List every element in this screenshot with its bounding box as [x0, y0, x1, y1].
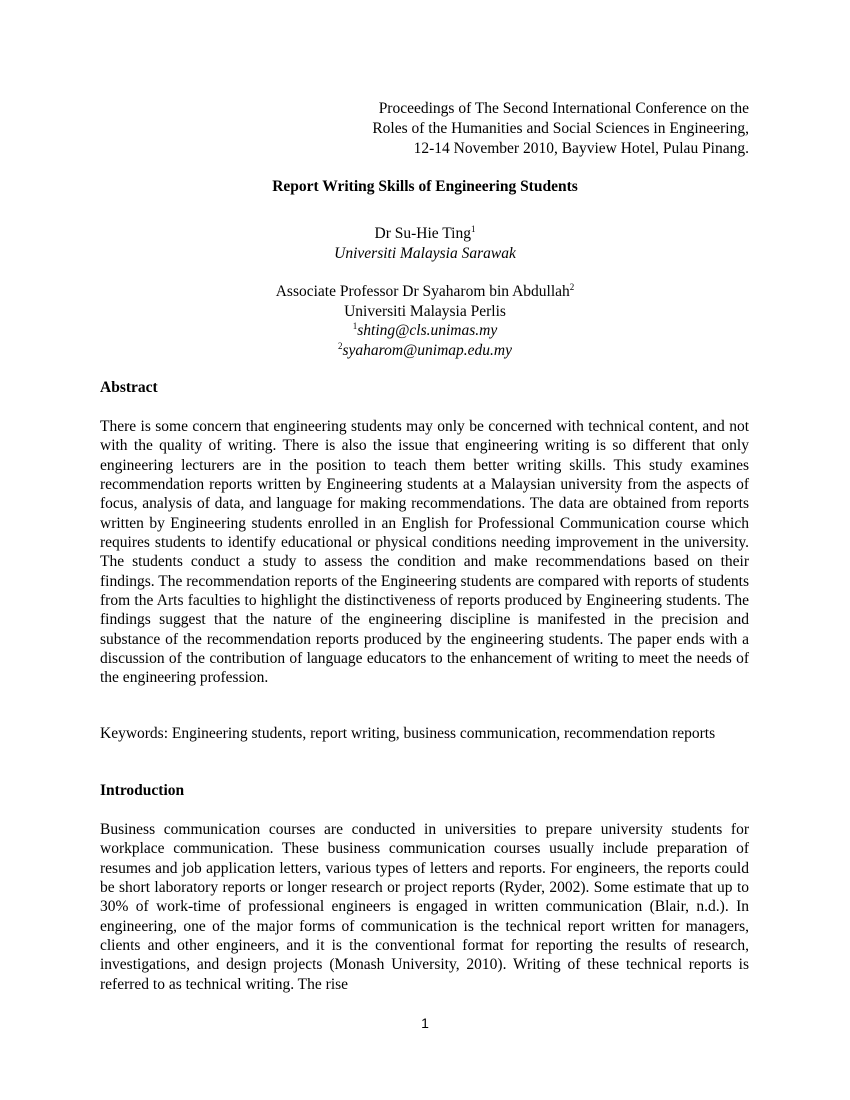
email-2: [0, 341, 850, 361]
author-2: [0, 282, 850, 302]
email-1: [0, 321, 850, 341]
author-2-sup: 2: [569, 281, 575, 292]
author-1-sup: 1: [470, 223, 476, 234]
proceedings-header: [372, 99, 749, 159]
email-2-address[interactable]: syaharom@unimap.edu.my: [342, 341, 513, 359]
email-1-sup: 1: [352, 320, 358, 331]
author-block: [0, 224, 850, 360]
proceedings-line-2: Roles of the Humanities and Social Sciences in Engineering,: [372, 120, 749, 137]
paper-title: Report Writing Skills of Engineering Students: [272, 178, 578, 195]
abstract-heading: Abstract: [100, 379, 158, 396]
author-1-affiliation: Universiti Malaysia Sarawak: [334, 244, 516, 262]
author-2-name: Associate Professor Dr Syaharom bin Abdullah: [275, 283, 570, 300]
introduction-heading: Introduction: [100, 782, 185, 799]
abstract-body: There is some concern that engineering students may only be concerned with technical content, and not with the quality of writing. There is also the issue that engineering writing is so different that only engineering lecturers are in the position to teach them better writing skills. This study examines recommendation reports written by Engineering students at a Malaysian university from the aspects of focus, analysis of data, and language for making recommendations. The data are obtained from reports written by Engineering students enrolled in an English for Professional Communication course which requires students to identify educational or physical conditions needing improvement in the university. The students conduct a study to assess the condition and make recommendations based on their findings. The recommendation reports of the Engineering students are compared with reports of students from the Arts faculties to highlight the distinctiveness of reports produced by Engineering students. The findings suggest that the nature of the engineering discipline is manifested in the precision and substance of the recommendation reports produced by the engineering students. The paper ends with a discussion of the contribution of language educators to the enhancement of writing to meet the needs of the engineering profession.: [100, 418, 749, 687]
email-1-address[interactable]: shting@cls.unimas.my: [357, 322, 498, 339]
keywords-paragraph: Keywords: Engineering students, report writing, business communication, recommendation reports: [100, 725, 716, 742]
author-1-name: Dr Su-Hie Ting: [374, 225, 471, 242]
author-2-affiliation: Universiti Malaysia Perlis: [344, 302, 506, 320]
email-2-sup: 2: [337, 340, 343, 351]
proceedings-line-1: Proceedings of The Second International Conference on the: [378, 100, 749, 117]
proceedings-line-3: 12-14 November 2010, Bayview Hotel, Pulau Pinang.: [413, 140, 749, 157]
page-number: 1: [421, 1015, 429, 1031]
introduction-body: Business communication courses are conducted in universities to prepare university students for workplace communication. These business communication courses usually include preparation of resumes and job application letters, various types of letters and reports. For engineers, the reports could be short laboratory reports or longer research or project reports (Ryder, 2002). Some estimate that up to 30% of work-time of professional engineers is engaged in written communication (Blair, n.d.). In engineering, one of the major forms of communication is the technical report written for managers, clients and other engineers, and it is the conventional format for reporting the results of research, investigations, and design projects (Monash University, 2010). Writing of these technical reports is referred to as technical writing. The rise: [100, 821, 749, 993]
author-1: [0, 224, 850, 244]
